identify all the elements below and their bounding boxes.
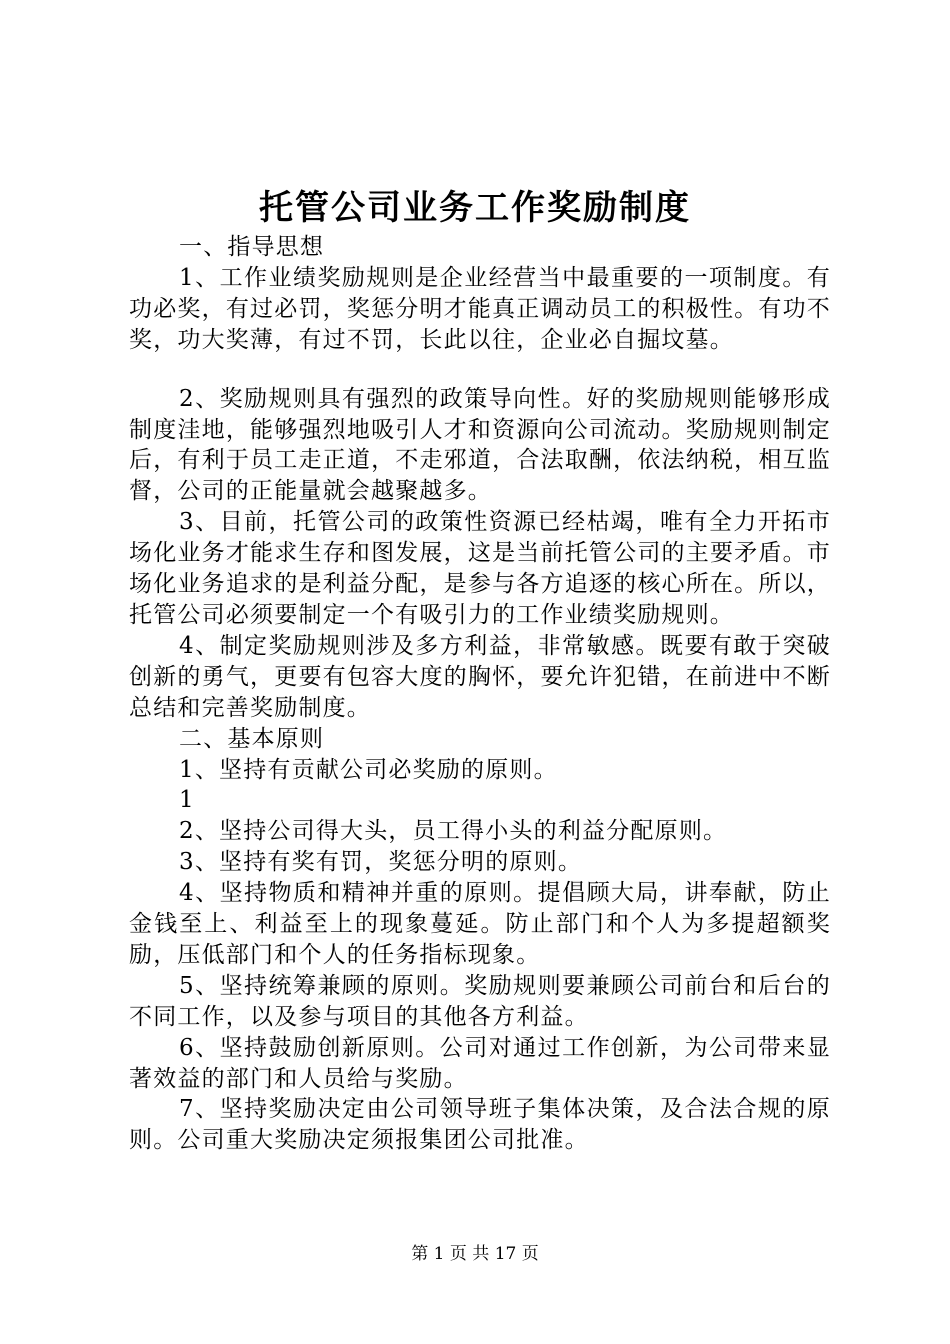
paragraph: 1 (179, 787, 195, 814)
document-body (129, 232, 831, 1156)
paragraph: 1、工作业绩奖励规则是企业经营当中最重要的一项制度。有功必奖，有过必罚，奖惩分明才能真正调动员工的积极性。有功不奖，功大奖薄，有过不罚，长此以往，企业必自掘坟墓。 (129, 264, 831, 353)
paragraph: 2、坚持公司得大头，员工得小头的利益分配原则。 (179, 818, 728, 845)
document-title: 托管公司业务工作奖励制度 (259, 188, 691, 228)
section-heading: 二、基本原则 (179, 725, 325, 752)
paragraph: 4、制定奖励规则涉及多方利益，非常敏感。既要有敢于突破创新的勇气，更要有包容大度的胸怀，要允许犯错，在前进中不断总结和完善奖励制度。 (129, 632, 831, 721)
paragraph: 1、坚持有贡献公司必奖励的原则。 (179, 756, 558, 783)
paragraph: 7、坚持奖励决定由公司领导班子集体决策，及合法合规的原则。公司重大奖励决定须报集团公司批准。 (129, 1096, 831, 1154)
paragraph: 5、坚持统筹兼顾的原则。奖励规则要兼顾公司前台和后台的不同工作，以及参与项目的其他各方利益。 (129, 972, 831, 1030)
page-footer: 第 1 页 共 17 页 (411, 1244, 539, 1264)
paragraph: 3、坚持有奖有罚，奖惩分明的原则。 (179, 849, 583, 876)
paragraph: 3、目前，托管公司的政策性资源已经枯竭，唯有全力开拓市场化业务才能求生存和图发展，这是当前托管公司的主要矛盾。市场化业务追求的是利益分配，是参与各方追逐的核心所在。所以，托管公司必须要制定一个有吸引力的工作业绩奖励规则。 (129, 509, 831, 628)
section-heading: 一、指导思想 (179, 234, 325, 260)
paragraph: 2、奖励规则具有强烈的政策导向性。好的奖励规则能够形成制度洼地，能够强烈地吸引人才和资源向公司流动。奖励规则制定后，有利于员工走正道，不走邪道，合法取酬，依法纳税，相互监督，公司的正能量就会越聚越多。 (129, 385, 831, 505)
paragraph: 6、坚持鼓励创新原则。公司对通过工作创新，为公司带来显著效益的部门和人员给与奖励。 (129, 1034, 831, 1092)
paragraph: 4、坚持物质和精神并重的原则。提倡顾大局，讲奉献，防止金钱至上、利益至上的现象蔓延。防止部门和个人为多提超额奖励，压低部门和个人的任务指标现象。 (129, 880, 831, 968)
